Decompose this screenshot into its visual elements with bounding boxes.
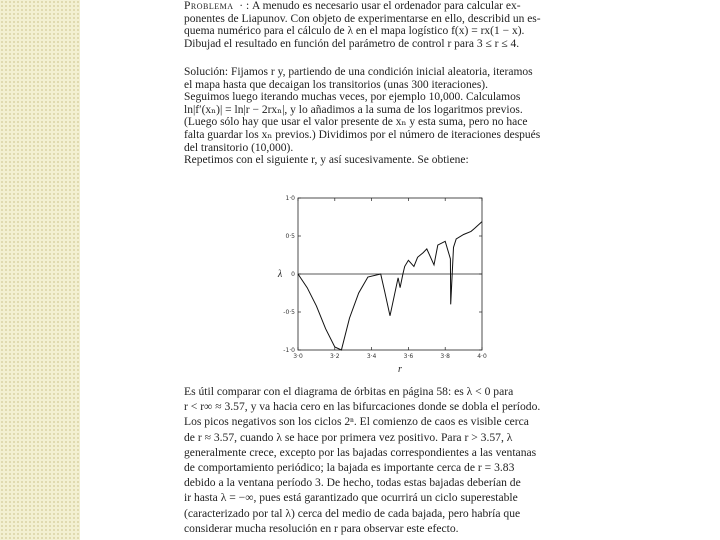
discussion-line-6: de comportamiento periódico; la bajada es importante cerca de r = 3.83 bbox=[184, 461, 515, 475]
solution-line-7: del transitorio (10,000). bbox=[184, 141, 294, 154]
problem-line-1: A menudo es necesario usar el ordenador para calcular ex- bbox=[252, 0, 521, 12]
discussion-line-10: considerar mucha resolución en r para observar este efecto. bbox=[184, 521, 459, 535]
decorative-side-pattern bbox=[0, 0, 80, 540]
x-tick-label: 3·2 bbox=[330, 353, 340, 360]
liapunov-chart bbox=[262, 190, 492, 380]
lambda-curve bbox=[298, 222, 482, 350]
discussion-line-3: Los picos negativos son los ciclos 2ⁿ. El comienzo de caos es visible cerca bbox=[184, 415, 529, 429]
x-tick-label: 3·8 bbox=[440, 353, 450, 360]
solution-line-6: falta guardar los xₙ previos.) Dividimos por el número de iteraciones después bbox=[184, 128, 541, 141]
x-tick-label: 3·0 bbox=[293, 353, 303, 360]
discussion-line-7: debido a la ventana período 3. De hecho, todas estas bajadas deberían de bbox=[184, 476, 521, 490]
solution-repeat-line: Repetimos con el siguiente r, y así sucesivamente. Se obtiene: bbox=[184, 154, 469, 167]
discussion-line-9: (caracterizado por tal λ) cerca del medio de cada bajada, pero habría que bbox=[184, 506, 521, 520]
problem-heading: Problema bbox=[184, 0, 234, 12]
problem-marker: · : bbox=[239, 0, 250, 12]
solution-line-1: Solución: Fijamos r y, partiendo de una condición inicial aleatoria, iteramos bbox=[184, 66, 533, 78]
discussion-line-1: Es útil comparar con el diagrama de órbitas en página 58: es λ < 0 para bbox=[184, 385, 514, 398]
solution-text bbox=[184, 66, 684, 167]
y-tick-label: 0·5 bbox=[285, 233, 295, 240]
x-tick-label: 4·0 bbox=[477, 353, 487, 360]
y-tick-label: 1·0 bbox=[285, 195, 295, 202]
y-tick-label: -0·5 bbox=[283, 309, 295, 316]
problem-line-3: quema numérico para el cálculo de λ en el mapa logístico f(x) = rx(1 − x). bbox=[184, 25, 525, 38]
y-tick-label: -1·0 bbox=[283, 347, 295, 354]
x-tick-label: 3·6 bbox=[403, 353, 414, 360]
x-axis-label: r bbox=[398, 364, 402, 375]
discussion-line-8: ir hasta λ = −∞, pues está garantizado que ocurrirá un ciclo superestable bbox=[184, 491, 518, 505]
problem-line-4: Dibujad el resultado en función del parámetro de control r para 3 ≤ r ≤ 4. bbox=[184, 37, 520, 50]
y-axis-label: λ bbox=[277, 269, 283, 280]
solution-line-4: ln|f′(xₙ)| = ln|r − 2rxₙ|, y lo añadimos a la suma de los logaritmos previos. bbox=[184, 103, 523, 116]
document-page bbox=[96, 0, 706, 540]
solution-line-5: (Luego sólo hay que usar el valor presente de xₙ y esta suma, pero no hace bbox=[184, 116, 528, 129]
solution-line-2: el mapa hasta que decaigan los transitorios (unas 300 iteraciones). bbox=[184, 78, 489, 91]
discussion-line-5: generalmente crece, excepto por las bajadas correspondientes a las ventanas bbox=[184, 445, 537, 459]
problem-statement bbox=[184, 0, 684, 50]
discussion-line-2: r < r∞ ≈ 3.57, y va hacia cero en las bifurcaciones donde se dobla el período. bbox=[184, 400, 541, 414]
liapunov-figure bbox=[262, 190, 492, 380]
x-tick-label: 3·4 bbox=[366, 353, 377, 360]
discussion-line-4: de r ≈ 3.57, cuando λ se hace por primera vez positivo. Para r > 3.57, λ bbox=[184, 430, 513, 444]
problem-line-2: ponentes de Liapunov. Con objeto de experimentarse en ello, describid un es- bbox=[184, 12, 541, 25]
discussion-text bbox=[184, 384, 684, 536]
y-tick-label: 0 bbox=[291, 271, 295, 278]
solution-line-3: Seguimos luego iterando muchas veces, por ejemplo 10,000. Calculamos bbox=[184, 91, 521, 104]
